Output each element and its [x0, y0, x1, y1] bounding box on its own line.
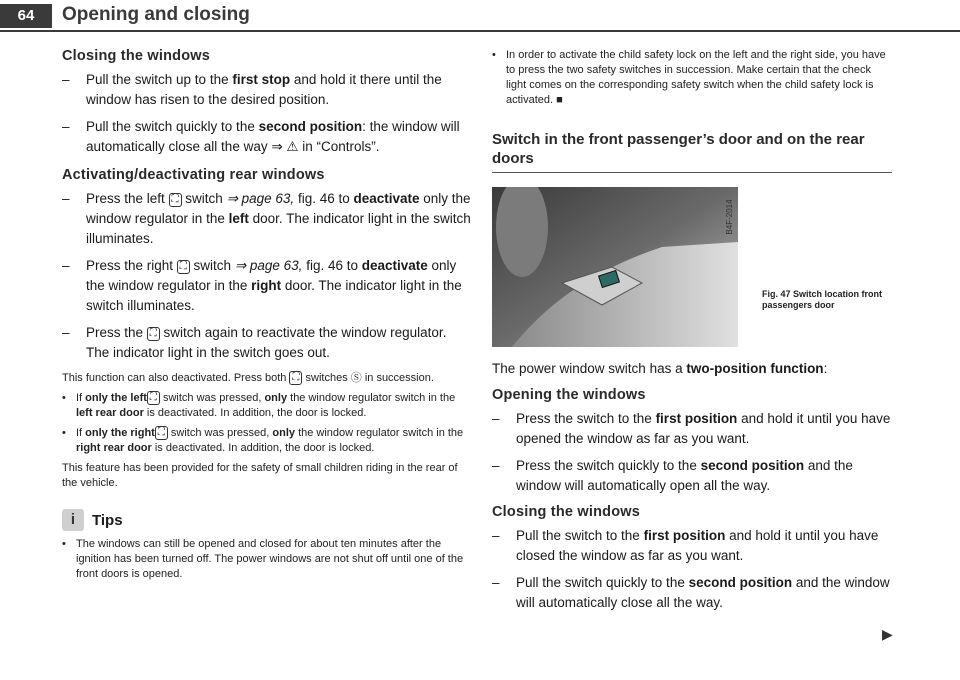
- right-column: [492, 48, 892, 620]
- header-rule: [0, 30, 960, 32]
- child-lock-key-icon: ⛶: [147, 327, 160, 341]
- safety-text: This feature has been provided for the safety of small children riding in the rear of the vehicle.: [62, 462, 458, 489]
- step-item: – Press the right ⛶ switch ⇒ page 63, fig. 46 to deactivate only the window regulator in the right door. The indicator light in the switch illuminates.: [62, 258, 462, 313]
- closing-heading: Closing the windows: [62, 48, 210, 64]
- section-rule: [492, 172, 892, 173]
- intro-bullet: • In order to activate the child safety lock on the left and the right side, you have to press the two safety switches in succession. Make certain that the check light comes on the corresponding safety switch when the child safety lock is activated. ■: [492, 48, 892, 108]
- child-lock-key-icon: ⛶: [289, 371, 302, 385]
- door-switch-figure: [492, 187, 738, 347]
- end-mark: ■: [556, 94, 563, 106]
- opening-heading: Opening the windows: [492, 387, 646, 403]
- bullet-right: • If only the right ⛶ switch was pressed, only the window regulator switch in the right rear door is deactivated. In addition, the door is locked.: [62, 426, 472, 456]
- tips-title: Tips: [92, 511, 123, 529]
- also-deactivate-text: This function can also deactivated. Press both ⛶ switches Ⓢ in succession.: [62, 372, 434, 384]
- page-number: 64: [0, 4, 52, 28]
- step-item: – Pull the switch quickly to the second position and the window will automatically close all the way.: [492, 575, 890, 610]
- child-lock-key-icon: ⛶: [177, 260, 190, 274]
- continue-arrow-icon: ▶: [882, 626, 893, 642]
- step-item: – Press the left ⛶ switch ⇒ page 63, fig. 46 to deactivate only the window regulator in the left door. The indicator light in the switch illuminates.: [62, 191, 471, 246]
- child-lock-key-icon: ⛶: [169, 193, 182, 207]
- info-icon: i: [62, 509, 84, 531]
- step-item: – Pull the switch up to the first stop and hold it there until the window has risen to the desired position.: [62, 72, 442, 107]
- child-lock-key-icon: ⛶: [147, 391, 160, 405]
- step-item: – Pull the switch to the first position and hold it until you have closed the window as far as you want.: [492, 528, 879, 563]
- section-heading: Switch in the front passenger’s door and on the rear doors: [492, 131, 865, 167]
- rear-windows-heading: Activating/deactivating rear windows: [62, 167, 325, 183]
- bullet-left: • If only the left ⛶ switch was pressed, only the window regulator switch in the left rear door is deactivated. In addition, the door is locked.: [62, 391, 472, 421]
- step-item: – Press the switch quickly to the second position and the window will automatically open all the way.: [492, 458, 853, 493]
- figure-code: B4F-2014: [725, 199, 734, 235]
- intro-text: The power window switch has a two-position function:: [492, 361, 828, 376]
- figure-caption: Fig. 47 Switch location front passengers door: [762, 289, 883, 310]
- step-item: – Press the ⛶ switch again to reactivate the window regulator. The indicator light in the switch goes out.: [62, 325, 447, 360]
- left-column: [62, 48, 472, 587]
- figure: [492, 187, 892, 349]
- closing-heading-right: Closing the windows: [492, 504, 640, 520]
- section-title: Opening and closing: [62, 4, 250, 25]
- child-lock-key-icon: ⛶: [155, 426, 168, 440]
- step-item: – Pull the switch quickly to the second position: the window will automatically close all the way ⇒ ⚠ in “Controls”.: [62, 119, 460, 154]
- tips-header: [62, 509, 472, 531]
- step-item: – Press the switch to the first position and hold it until you have opened the window as far as you want.: [492, 411, 891, 446]
- tips-text: • The windows can still be opened and closed for about ten minutes after the ignition has been turned off. The power windows are not shut off until one of the front doors is opened.: [62, 537, 472, 582]
- page-header: [0, 0, 960, 40]
- section-heading-wrap: [492, 130, 892, 173]
